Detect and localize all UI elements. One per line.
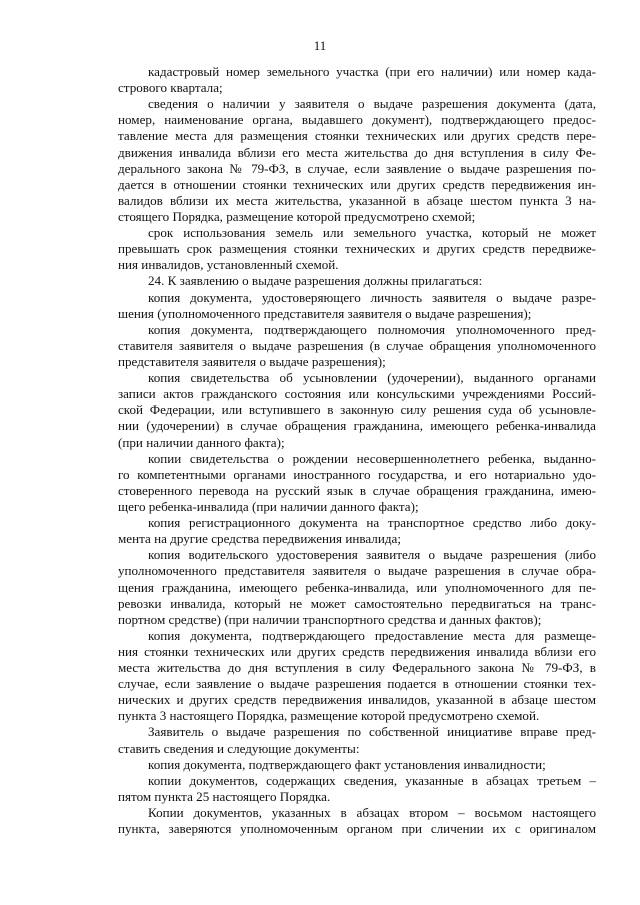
text-line: валидов вблизи их места жительства, указанной в абзаце шестом пункта 3 на- bbox=[118, 192, 596, 208]
text-line: щего ребенка-инвалида (при наличии данного факта); bbox=[118, 498, 419, 514]
text-line: портном средстве) (при наличии транспортного средства и данных фактов); bbox=[118, 611, 542, 627]
text-line: шения (уполномоченного представителя заявителя о выдаче разрешения); bbox=[118, 305, 532, 321]
text-line: движения инвалида вблизи его места жительства до дня вступления в силу Фе- bbox=[118, 144, 596, 160]
text-line: представителя заявителя о выдаче разрешения); bbox=[118, 353, 386, 369]
text-line: Копии документов, указанных в абзацах втором – восьмом настоящего bbox=[148, 805, 596, 821]
text-line: Заявитель о выдаче разрешения по собственной инициативе вправе пред- bbox=[148, 724, 596, 740]
text-line: мента на другие средства передвижения инвалида; bbox=[118, 531, 401, 547]
text-line: уполномоченного представителя заявителя о выдаче разрешения в случае обра- bbox=[118, 563, 596, 579]
document-body bbox=[118, 64, 596, 837]
text-line: копии документов, содержащих сведения, указанные в абзацах третьем – bbox=[148, 772, 596, 788]
text-line: (при наличии данного факта); bbox=[118, 434, 285, 450]
text-line: случае, если заявление о выдаче разрешения подается в отношении стоянки тех- bbox=[118, 676, 596, 692]
text-line: кадастровый номер земельного участка (при его наличии) или номер када- bbox=[148, 64, 596, 79]
text-line: стоверенного перевода на русский язык в случае обращения гражданина, имею- bbox=[118, 482, 596, 498]
text-line: места жительства до дня вступления в силу Федерального закона № 79-ФЗ, в bbox=[118, 660, 596, 676]
text-line: копия документа, подтверждающего факт установления инвалидности; bbox=[148, 756, 546, 772]
text-line: сведения о наличии у заявителя о выдаче разрешения документа (дата, bbox=[148, 96, 596, 112]
text-line: го компетентными органами иностранного государства, и его нотариально удо- bbox=[118, 466, 596, 482]
text-line: номер, наименование органа, выдавшего документ), подтверждающего предос- bbox=[118, 112, 596, 128]
text-line: копия документа, удостоверяющего личность заявителя о выдаче разре- bbox=[148, 289, 596, 305]
text-line: пункта 3 настоящего Порядка, размещение которой предусмотрено схемой. bbox=[118, 708, 540, 724]
text-line: стоящего Порядка, размещение которой предусмотрено схемой; bbox=[118, 208, 476, 224]
text-line: нии (удочерении) в случае обращения гражданина, имеющего ребенка-инвалида bbox=[118, 418, 596, 434]
text-line: дерального закона № 79-ФЗ, в случае, если заявление о выдаче разрешения по- bbox=[118, 160, 596, 176]
text-line: ской Федерации, или вступившего в законную силу решения суда об усыновле- bbox=[118, 402, 596, 418]
text-line: ставителя заявителя о выдаче разрешения (в случае обращения уполномоченного bbox=[118, 337, 596, 353]
text-line: копия документа, подтверждающего предоставление места для размеще- bbox=[148, 627, 596, 643]
text-line: нических и других средств передвижения инвалидов, указанной в абзаце шестом bbox=[118, 692, 596, 708]
text-line: тавление места для размещения стоянки технических или других средств пере- bbox=[118, 128, 596, 144]
text-line: дается в отношении стоянки технических или других средств передвижения ин- bbox=[118, 176, 596, 192]
text-line: стрового квартала; bbox=[118, 80, 223, 96]
text-line: копия регистрационного документа на транспортное средство либо доку- bbox=[148, 515, 596, 531]
text-line: ния инвалидов, установленный схемой. bbox=[118, 257, 339, 273]
text-line: копия водительского удостоверения заявителя о выдаче разрешения (либо bbox=[148, 547, 596, 563]
text-line: копия документа, подтверждающего полномочия уполномоченного пред- bbox=[148, 321, 596, 337]
text-line: копия свидетельства об усыновлении (удочерении), выданного органами bbox=[148, 370, 596, 386]
text-line: ния стоянки технических или других средств передвижения инвалида вблизи его bbox=[118, 643, 596, 659]
text-line: пункта, заверяются уполномоченным органом при сличении их с оригиналом bbox=[118, 821, 596, 837]
text-line: срок использования земель или земельного участка, который не может bbox=[148, 225, 596, 241]
text-line: превышать срок размещения стоянки технических и других средств передвиже- bbox=[118, 241, 596, 257]
text-line: ревозки инвалида, который не может самостоятельно передвигаться на транс- bbox=[118, 595, 596, 611]
text-line: копии свидетельства о рождении несовершеннолетнего ребенка, выданно- bbox=[148, 450, 596, 466]
text-line: щения гражданина, имеющего ребенка-инвалида, или уполномоченного для пе- bbox=[118, 579, 596, 595]
page-number: 11 bbox=[313, 38, 327, 53]
text-line: записи актов гражданского состояния или консульскими учреждениями Россий- bbox=[118, 386, 596, 402]
text-line: 24. К заявлению о выдаче разрешения должны прилагаться: bbox=[148, 273, 483, 289]
text-line: пятом пункта 25 настоящего Порядка. bbox=[118, 788, 331, 804]
text-line: ставить сведения и следующие документы: bbox=[118, 740, 360, 756]
